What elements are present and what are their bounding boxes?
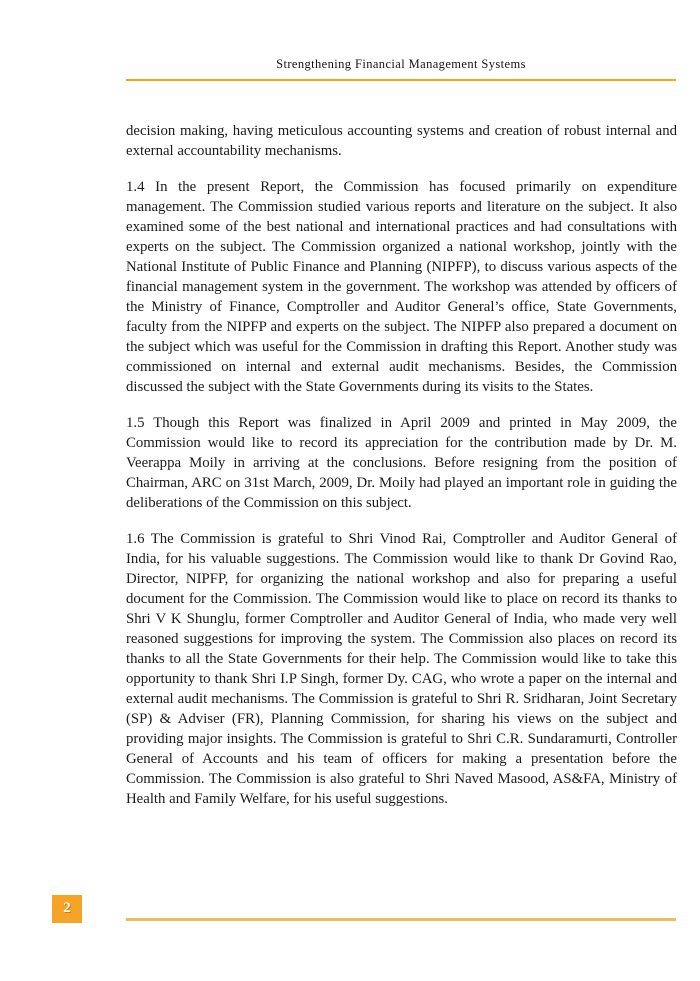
body-paragraph: 1.4 In the present Report, the Commission has focused primarily on expenditure management. The Commission studied various reports and literature on the subject. It also examined some of the best national and international practices and had consultations with experts on the subject. The Commission organized a national workshop, jointly with the National Institute of Public Finance and Planning (NIPFP), to discuss various aspects of the financial management system in the government. The workshop was attended by officers of the Ministry of Finance, Comptroller and Auditor General’s office, State Governments, faculty from the NIPFP and experts on the subject. The NIPFP also prepared a document on the subject which was useful for the Commission in drafting this Report. Another study was commissioned on internal and external audit mechanisms. Besides, the Commission discussed the subject with the State Governments during its visits to the States. <box>126 179 677 395</box>
body-paragraph: 1.6 The Commission is grateful to Shri Vinod Rai, Comptroller and Auditor General of India, for his valuable suggestions. The Commission would like to thank Dr Govind Rao, Director, NIPFP, for organizing the national workshop and also for preparing a useful document for the Commission. The Commission would like to place on record its thanks to Shri V K Shunglu, former Comptroller and Auditor General of India, who made very well reasoned suggestions for improving the system. The Commission also places on record its thanks to all the State Governments for their help. The Commission would like to take this opportunity to thank Shri I.P Singh, former Dy. CAG, who wrote a paper on the internal and external audit mechanisms. The Commission is grateful to Shri R. Sridharan, Joint Secretary (SP) & Adviser (FR), Planning Commission, for sharing his views on the subject and providing major insights. The Commission is grateful to Shri C.R. Sundaramurti, Controller General of Accounts and his team of officers for making a presentation before the Commission. The Commission is also grateful to Shri Naved Masood, AS&FA, Ministry of Health and Family Welfare, for his useful suggestions. <box>126 531 677 807</box>
body-paragraph: decision making, having meticulous accounting systems and creation of robust internal and external accountability mechanisms. <box>126 123 677 159</box>
page-number-badge: 2 <box>52 895 82 923</box>
header-divider-rule <box>126 79 676 81</box>
footer-divider-rule <box>126 918 676 921</box>
running-header-title: Strengthening Financial Management Systems <box>276 57 526 71</box>
body-paragraph: 1.5 Though this Report was finalized in April 2009 and printed in May 2009, the Commission would like to record its appreciation for the contribution made by Dr. M. Veerappa Moily in arriving at the conclusions. Before resigning from the position of Chairman, ARC on 31st March, 2009, Dr. Moily had played an important role in guiding the deliberations of the Commission on this subject. <box>126 415 677 511</box>
body-text-column <box>126 121 677 825</box>
